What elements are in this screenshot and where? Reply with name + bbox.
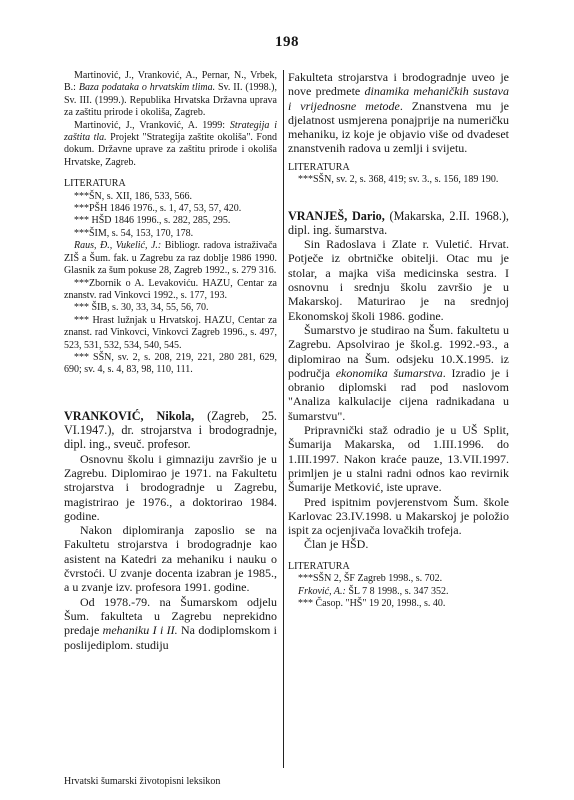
page-footer: Hrvatski šumarski životopisni leksikon [64,776,221,787]
literature-item: ***ŠN, s. XII, 186, 533, 566. [74,190,193,202]
field-name: ekonomika šumarstva [335,365,443,380]
literature-heading: LITERATURA [288,161,350,173]
literature-item: ***ŠIM, s. 54, 153, 170, 178. [74,227,194,239]
entry-paragraph: Pred ispitnim povjerenstvom Šum. škole Karlovac 23.IV.1998. u Makarskoj je položio ispit za ocjenjivača lovačkih trofeja. [288,494,509,538]
literature-author: Frković, A.: [298,585,346,597]
publication-title: Baza podataka o hrvatskim tlima. [78,82,216,94]
subject-names: dinamika mehaničkih sustava i vrijednosne metode [288,84,509,113]
entry-paragraph: Pripravnički staž odradio je u UŠ Split, Šumarija Makarska, od 1.III.1996. do 1.III.1997. Nakon kraće pauze, 13.VII.1997. primljen je u stalni radni odnos kao revirnik Šumarije Metković, iste uprave. [288,423,509,495]
literature-details: ŠL 7 8 1998., s. 347 352. [345,585,449,597]
entry-paragraph: Šumarstvo je studirao na Šum. fakultetu u Zagrebu. Apsolvirao je škol.g. 1992.-93., a diplomirao na Šum. odsjeku 10.X.1995. iz područja ekonomika šumarstva. Izradio je i obranio diplomski rad pod naslovom "Analiza kalkulacije cijena radnikadana u šumarstvu". [288,322,509,423]
page-number: 198 [275,34,299,50]
literature-item: *** Časop. "HŠ" 19 20, 1998., s. 40. [298,597,446,609]
entry-name: VRANKOVIĆ, Nikola, [64,408,195,423]
literature-item: ***SŠN, sv. 2, s. 368, 419; sv. 3., s. 156, 189 190. [298,174,499,186]
literature-heading: LITERATURA [64,178,126,190]
publication-entry [64,70,277,120]
literature-details: Bibliogr. radova istraživača ZIŠ a Šum. fak. u Zagrebu za raz doblje 1986 1990. Glasnik za šum pokuse 28, Zagreb 1992., s. 279 316. [64,240,277,277]
entry-paragraph: Od 1978.-79. na Šumarskom odjelu Šum. fakulteta u Zagrebu neprekidno predaje mehaniku I i II. Na dodiplomskom i poslijediplom. studiju [64,594,277,652]
entry-heading [288,209,509,238]
literature-item: *** SŠN, sv. 2, s. 208, 219, 221, 280 281, 629, 690; sv. 4, s. 4, 83, 98, 110, 111. [64,351,277,376]
entry-intro: (Makarska, 2.II. 1968.), dipl. ing. šumarstva. [288,208,509,237]
course-names: mehaniku I i II. [102,623,178,638]
literature-item: *** HŠD 1846 1996., s. 282, 285, 295. [74,215,231,227]
literature-item: *** ŠIB, s. 30, 33, 34, 55, 56, 70. [74,302,209,314]
column-divider [283,70,284,768]
literature-item: *** Hrast lužnjak u Hrvatskoj. HAZU, Centar za znanst. rad Vinkovci, Vinkovci Zagreb 1996., s. 497, 523, 531, 532, 534, 540, 545. [64,314,277,351]
entry-heading [64,409,277,452]
entry-paragraph: Fakulteta strojarstva i brodogradnje uveo je nove predmete dinamika mehaničkih sustava i vrijednosne metode. Znanstvena mu je djelatnost usmjerena ponajprije na numeričku mehaniku, iz koje je objavio više od dvadeset znanstvenih radova u zemlji i svijetu. [288,70,509,156]
left-column [64,70,277,652]
literature-item: ***PŠH 1846 1976., s. 1, 47, 53, 57, 420. [74,203,242,215]
entry-intro: (Zagreb, 25. VI.1947.), dr. strojarstva i brodogradnje, dipl. ing., sveuč. profesor. [64,408,277,452]
right-column [288,70,509,610]
literature-item [64,240,277,277]
publication-entry [64,120,277,170]
literature-item: ***Zbornik o A. Levakoviću. HAZU, Centar za znanstv. rad Vinkovci 1992., s. 177, 193. [64,277,277,301]
publication-details: Projekt "Strategija zaštite okoliša". Fond dokum. Državne uprave za zaštitu prirode i okoliša Hrvatske, Zagreb. [64,132,277,168]
entry-paragraph: Član je HŠD. [304,537,369,552]
publication-title: Strategija i zaštita tla. [64,119,277,144]
literature-heading: LITERATURA [288,560,350,572]
publication-authors: Martinović, J., Vranković, A. 1999: [74,119,230,131]
entry-name: VRANJEŠ, Dario, [288,208,385,223]
literature-item [288,586,509,598]
entry-paragraph: Sin Radoslava i Zlate r. Vuletić. Hrvat. Potječe iz obrtničke obitelji. Otac mu je stolar, a majka viša medicinska sestra. I osnovnu i srednju školu završio je u Makarskoj. Maturirao je na srednjoj Ekonomskoj školi 1986. godine. [288,237,509,323]
entry-paragraph: Nakon diplomiranja zaposlio se na Fakultetu strojarstva i brodogradnje kao asistent na Katedri za mehaniku i nauku o čvrstoći. U zvanje docenta izabran je 1985., a u zvanje izv. profesora 1991. godine. [64,523,277,595]
literature-item: ***SŠN 2, ŠF Zagreb 1998., s. 702. [298,573,443,585]
entry-paragraph: Osnovnu školu i gimnaziju završio je u Zagrebu. Diplomirao je 1971. na Fakultetu strojarstva i brodogradnje u Zagrebu, magistrirao je 1976., a doktorirao 1984. godine. [64,451,277,523]
publication-details: Sv. II. (1998.), Sv. III. (1999.). Republika Hrvatska Državna uprava za zaštitu prirode i okoliša, Zagreb. [64,82,278,119]
literature-author: Raus, Đ., Vukelić, J.: [74,240,162,252]
publication-authors: Martinović, J., Vranković, A., Pernar, N., Vrbek, B.: [64,70,277,94]
